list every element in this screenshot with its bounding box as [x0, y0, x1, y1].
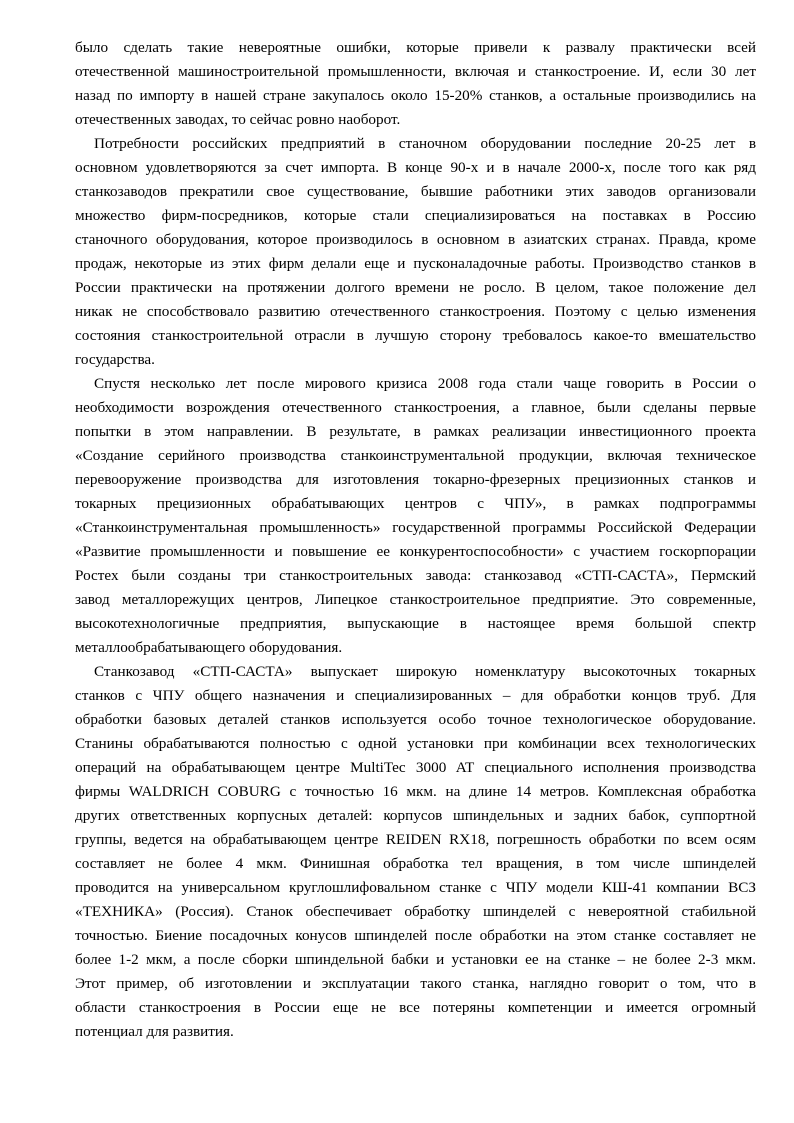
text-line: никак не способствовало развитию отечественного станкостроения. Поэтому с целью изменения — [75, 303, 756, 320]
text-line: множество фирм-посредников, которые стали специализироваться на поставках в Россию — [75, 207, 756, 224]
text-line: состояния станкостроительной отрасли в лучшую сторону требовалось какое-то вмешательство — [75, 327, 756, 344]
text-line: России практически на протяжении долгого времени не росло. В целом, такое положение дел — [75, 279, 756, 296]
text-line: точностью. Биение посадочных конусов шпинделей после обработки на этом станке составляет не — [75, 927, 756, 944]
text-line: токарных прецизионных обрабатывающих центров с ЧПУ», в рамках подпрограммы — [75, 495, 756, 512]
text-line: более 1-2 мкм, а после сборки шпиндельной бабки и установки ее на станке – не более 2-3 мкм. — [75, 951, 756, 968]
text-line: других ответственных корпусных деталей: корпусов шпиндельных и задних бабок, суппортной — [75, 807, 756, 824]
text-line: «Станкоинструментальная промышленность» государственной программы Российской Федерации — [75, 519, 756, 536]
paragraph-3 — [75, 372, 756, 660]
document-page — [75, 36, 756, 1044]
text-line: отечественной машиностроительной промышленности, включая и станкостроение. И, если 30 лет — [75, 63, 756, 80]
text-line: области станкостроения в России еще не все потеряны компетенции и имеется огромный — [75, 999, 756, 1016]
text-line: «Развитие промышленности и повышение ее конкурентоспособности» с участием госкорпорации — [75, 543, 756, 560]
text-line: Ростех были созданы три станкостроительных завода: станкозавод «СТП-САСТА», Пермский — [75, 567, 756, 584]
text-line: станкозаводов прекратили свое существование, бывшие работники этих заводов организовали — [75, 183, 756, 200]
text-line: группы, ведется на обрабатывающем центре REIDEN RX18, погрешность обработки по всем осям — [75, 831, 756, 848]
text-line: Потребности российских предприятий в станочном оборудовании последние 20-25 лет в — [94, 135, 756, 152]
text-line: необходимости возрождения отечественного станкостроения, а главное, были сделаны первые — [75, 399, 756, 416]
text-line: составляет не более 4 мкм. Финишная обработка тел вращения, в том числе шпинделей — [75, 855, 756, 872]
text-line: проводится на универсальном круглошлифовальном станке с ЧПУ модели КШ-41 компании ВСЗ — [75, 879, 756, 896]
paragraph-1 — [75, 36, 756, 132]
paragraph-2 — [75, 132, 756, 372]
text-line: продаж, некоторые из этих фирм делали еще и пусконаладочные работы. Производство станков в — [75, 255, 756, 272]
text-line: Спустя несколько лет после мирового кризиса 2008 года стали чаще говорить в России о — [94, 375, 756, 392]
text-line: «Создание серийного производства станкоинструментальной продукции, включая техническое — [75, 447, 756, 464]
text-line: Этот пример, об изготовлении и эксплуатации такого станка, наглядно говорит о том, что в — [75, 975, 756, 992]
text-line: попытки в этом направлении. В результате, в рамках реализации инвестиционного проекта — [75, 423, 756, 440]
text-line: Станкозавод «СТП-САСТА» выпускает широкую номенклатуру высокоточных токарных — [94, 663, 756, 680]
text-line: обработки базовых деталей станков используется особо точное технологическое оборудование. — [75, 711, 756, 728]
text-line: государства. — [75, 351, 155, 368]
text-line: Станины обрабатываются полностью с одной установки при комбинации всех технологических — [75, 735, 756, 752]
text-line: «ТЕХНИКА» (Россия). Станок обеспечивает обработку шпинделей с невероятной стабильной — [75, 903, 756, 920]
text-line: фирмы WALDRICH COBURG с точностью 16 мкм. на длине 14 метров. Комплексная обработка — [75, 783, 756, 800]
text-line: перевооружение производства для изготовления токарно-фрезерных прецизионных станков и — [75, 471, 756, 488]
text-line: назад по импорту в нашей стране закупалось около 15-20% станков, а остальные производились на — [75, 87, 756, 104]
text-line: было сделать такие невероятные ошибки, которые привели к развалу практически всей — [75, 39, 756, 56]
text-line: потенциал для развития. — [75, 1023, 234, 1040]
text-line: отечественных заводах, то сейчас ровно наоборот. — [75, 111, 401, 128]
text-line: операций на обрабатывающем центре MultiTec 3000 AT специального исполнения производства — [75, 759, 756, 776]
text-line: станочного оборудования, которое производилось в основном в азиатских странах. Правда, кроме — [75, 231, 756, 248]
text-line: высокотехнологичные предприятия, выпускающие в настоящее время большой спектр — [75, 615, 756, 632]
text-line: основном удовлетворяются за счет импорта. В конце 90-х и в начале 2000-х, после того как ряд — [75, 159, 756, 176]
text-line: металлообрабатывающего оборудования. — [75, 639, 343, 656]
text-line: станков с ЧПУ общего назначения и специализированных – для обработки концов труб. Для — [75, 687, 756, 704]
text-line: завод металлорежущих центров, Липецкое станкостроительное предприятие. Это современные, — [75, 591, 756, 608]
paragraph-4 — [75, 660, 756, 1044]
